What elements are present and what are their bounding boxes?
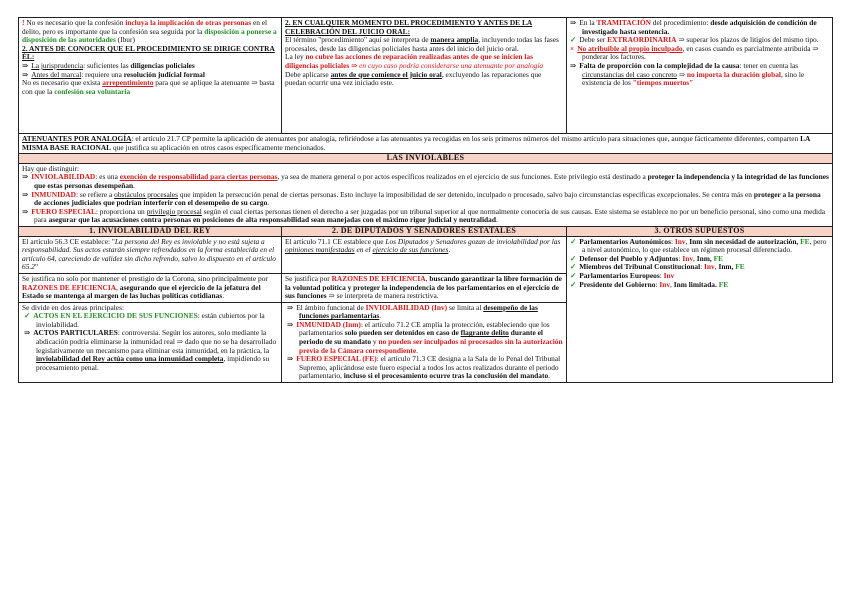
arrow-icon: ⇒	[22, 60, 29, 70]
intro-text: Hay que distinguir:	[22, 163, 80, 173]
list-item: ⇒ ACTOS PARTICULARES: controversia. Según los autores, solo mediante la abdicación podría eliminarse la inmunidad real ⇒ dado que no se ha desarrollado legislativamente un mecanismo para eliminar esta inmunidad, en la práctica, la inviolabilidad del Rey actúa como una inmunidad completa, impidiendo su procesamiento penal.	[24, 328, 277, 372]
list-item: ⇒ En la TRAMITACIÓN del procedimiento: desde adquisición de condición de investigado hasta sentencia.	[570, 18, 817, 36]
sections-row-a	[19, 236, 833, 273]
arrow-icon: ⇒	[22, 189, 29, 199]
list-item: ✓ ACTOS EN EL EJERCICIO DE SUS FUNCIONES: están cubiertos por la inviolabilidad.	[24, 311, 265, 329]
analogia-cell: ATENUANTES POR ANALOGÍA: el artículo 21.7 CP permite la aplicación de atenuantes por analogía, refiriéndose a las atenuantes ya recogidas en los seis primeros números del mismo artículo para situaciones que, aunque fácticamente diferentes, comparten LA MISMA BASE RACIONAL que justifica su aplicación en otros casos específicamente mencionados.	[19, 134, 833, 154]
diputados-heading: 2. DE DIPUTADOS Y SENADORES ESTATALES	[282, 226, 567, 236]
list-item: ⇒ Falta de proporción con la complejidad de la causa: tener en cuenta las circunstancias del caso concreto ⇒ no importa la duración global, sino le existencia de los "tiempos muertos"	[570, 60, 805, 88]
list-item: ⇒ La jurisprudencia: suficientes las diligencias policiales	[22, 60, 195, 70]
check-icon: ✓	[570, 262, 577, 272]
otros-heading: 3. OTROS SUPUESTOS	[567, 226, 833, 236]
paragraph: El término "procedimiento" aquí se interpreta de manera amplia, incluyendo todas las fases procesales, desde las diligencias policiales hasta antes del inicio del juicio oral.	[285, 35, 559, 53]
rey-heading: 1. INVIOLABILIDAD DEL REY	[19, 226, 282, 236]
arrow-icon: ⇒	[287, 319, 294, 329]
check-icon: ✓	[570, 270, 577, 280]
list-item: ⇒ INMUNIDAD (Inm): el artículo 71.2 CE amplía la protección, estableciendo que los parlamentarios solo pueden ser detenidos en caso de flagrante delito durante el periodo de su mandato y no pueden ser inculpados ni procesados sin la autorización previa de la Cámara correspondiente.	[287, 319, 563, 355]
diputados-cell-3	[282, 302, 567, 382]
arrow-icon: ⇒	[22, 172, 29, 182]
list-item: ⇒ FUERO ESPECIAL (FE): el artículo 71.3 CE designa a la Sala de lo Penal del Tribunal Supremo, aplicándose este fuero especial a todos los actos realizados durante el periodo parlamentario, incluso si el procesamiento ocurre tras la conclusión del mandato.	[287, 354, 561, 381]
cross-icon: ×	[570, 43, 575, 53]
list-item: ⇒ INVIOLABILIDAD: es una exención de responsabilidad para ciertas personas, ya sea de manera general o por actos específicos realizados en el ejercicio de sus funciones. Este privilegio está destinado a proteger la independencia y la integridad de las funciones que estas personas desempeñan.	[22, 172, 829, 190]
check-icon: ✓	[570, 236, 577, 246]
analogia-row	[19, 134, 833, 154]
arrow-icon: ⇒	[570, 18, 577, 27]
otros-cell	[567, 236, 833, 383]
paragraph: Se justifica por RAZONES DE EFICIENCIA, buscando garantizar la libre formación de la voluntad política y proteger la independencia de los parlamentarios en el ejercicio de sus funciones ⇒ se interpreta de manera restrictiva.	[285, 273, 562, 301]
paragraph: No es necesario que exista arrepentimiento para que se aplique la atenuante ⇒ basta con que la confesión sea voluntaria	[22, 78, 275, 96]
inviolables-body	[19, 163, 833, 226]
list-item: ✓ Miembros del Tribunal Constitucional: Inv, Inm, FE	[570, 262, 745, 272]
check-icon: ✓	[24, 311, 31, 321]
notes-table	[18, 17, 833, 383]
confession-note: ! No es necesario que la confesión incluya la implicación de otras personas en el delito, pero es importante que la confesión sea seguida por la disposición a ponerse a disposición de las autoridades (Ibur)	[22, 18, 277, 45]
list-item: ✓ Presidente del Gobierno: Inv, Inm limitada. FE	[570, 279, 729, 289]
section-title: 2. ANTES DE CONOCER QUE EL PROCEDIMIENTO SE DIRIGE CONTRA ÉL:	[22, 43, 275, 62]
list-item: ✓ Debe ser EXTRAORDINARIA ⇒ superar los plazos de litigios del mismo tipo.	[570, 35, 819, 45]
inviolables-heading: LAS INVIOLABLES	[19, 154, 833, 164]
check-icon: ✓	[570, 253, 577, 263]
list-item: ⇒ FUERO ESPECIAL: proporciona un privilegio procesal según el cual ciertas personas tienen el derecho a ser juzgadas por un tribunal superior al que normalmente conocería de sus causas. Este sistema se establece no por un beneficio personal, sino como una medida para asegurar que las acusaciones contra personas en posiciones de alta responsabilidad sean manejadas con el máximo rigor judicial y neutralidad.	[22, 206, 826, 225]
arrow-icon: ⇒	[287, 302, 294, 312]
rey-cell-1	[19, 236, 282, 273]
section-headings-row	[19, 226, 833, 236]
list-item: ✓ Parlamentarios Autonómicos: Inv, Inm sin necesidad de autorización, FE, pero a nivel autonómico, lo que establece un régimen procesal diferenciado.	[570, 236, 827, 255]
list-item: ⇒ INMUNIDAD: se refiere a obstáculos procesales que impiden la persecución penal de ciertas personas. Esto incluye la imposibilidad de ser detenido, inculpado o procesado, salvo bajo circunstancias específicas excepcionales. Se centra más en proteger a la persona de acciones judiciales que podrían interferir con el desempeño de su cargo.	[22, 189, 821, 208]
arrow-icon: ⇒	[570, 60, 577, 70]
arrow-icon: ⇒	[22, 206, 29, 216]
rey-cell-2	[19, 273, 282, 302]
top-row	[19, 18, 833, 134]
top-col-2	[282, 18, 567, 134]
diputados-cell-1	[282, 236, 567, 273]
diputados-cell-2	[282, 273, 567, 302]
arrow-icon: ⇒	[287, 354, 294, 364]
list-item: ⇒ Antes del marcal: requiere una resolución judicial formal	[22, 69, 205, 79]
list-item: ✓ Parlamentarios Europeos: Inv	[570, 270, 675, 280]
inviolables-body-row	[19, 163, 833, 226]
paragraph: El artículo 56.3 CE establece: "La persona del Rey es inviolable y no está sujeta a responsabilidad. Sus actos estarán siempre refrendados en la forma establecida en el artículo 64, careciendo de validez sin dicho refrendo, salvo lo dispuesto en el artículo 65.2"	[22, 236, 276, 272]
check-icon: ✓	[570, 35, 577, 45]
arrow-icon: ⇒	[24, 328, 31, 338]
paragraph: Debe aplicarse antes de que comience el juicio oral, excluyendo las reparaciones que puedan ocurrir una vez iniciado este.	[285, 69, 542, 88]
list-item: × No atribuible al propio inculpado, en casos cuando es parcialmente atribuida ⇒ ponderar los factores.	[570, 43, 819, 62]
section-title: 2. EN CUALQUIER MOMENTO DEL PROCEDIMIENTO Y ANTES DE LA CELEBRACIÓN DEL JUICIO ORAL:	[285, 18, 533, 36]
list-item: ⇒ El ámbito funcional de INVIOLABILIDAD (Inv) se limita al desempeño de las funciones parlamentarias.	[287, 302, 538, 321]
list-item: ✓ Defensor del Pueblo y Adjuntos: Inv, Inm, FE	[570, 253, 724, 263]
rey-cell-3	[19, 302, 282, 382]
paragraph: Se justifica no solo por mantener el prestigio de la Corona, sino principalmente por RAZONES DE EFICIENCIA, asegurando que el ejercicio de la jefatura del Estado se mantenga al margen de las luchas políticas cotidianas.	[22, 273, 268, 301]
arrow-icon: ⇒	[22, 69, 29, 79]
inviolables-heading-row	[19, 154, 833, 164]
paragraph: El artículo 71.1 CE establece que Los Diputados y Senadores gozan de inviolabilidad por las opiniones manifestadas en el ejercicio de sus funciones.	[285, 236, 561, 255]
paragraph: La ley no cubre las acciones de reparación realizadas antes de que se inicien las diligencias policiales ⇒ en cuyo caso podría considerarse una atenuante por analogía	[285, 52, 544, 70]
top-col-1	[19, 18, 282, 134]
top-col-3	[567, 18, 833, 134]
intro-text: Se divide en dos áreas principales:	[22, 302, 125, 312]
check-icon: ✓	[570, 279, 577, 289]
